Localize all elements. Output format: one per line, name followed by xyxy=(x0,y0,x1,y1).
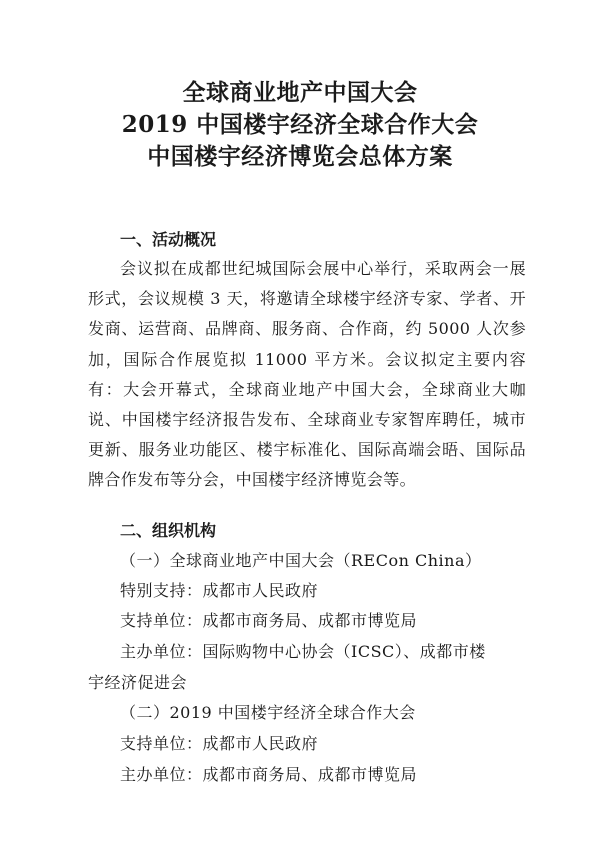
title-line-1: 全球商业地产中国大会 xyxy=(182,79,418,106)
special-support-line: 特别支持：成都市人民政府 xyxy=(120,581,319,600)
section-2-heading: 二、组织机构 xyxy=(120,521,217,540)
support-unit-line-2: 支持单位：成都市人民政府 xyxy=(120,734,319,753)
host-unit-line-1-continued: 宇经济促进会 xyxy=(88,673,188,692)
host-unit-line-2: 主办单位：成都市商务局、成都市博览局 xyxy=(120,765,418,784)
section-1-body: 会议拟在成都世纪城国际会展中心举行，采取两会一展形式，会议规模 3 天，将邀请全球楼宇经济专家、学者、开发商、运营商、品牌商、服务商、合作商，约 5000 人次参加，国际合作展览拟 11000 平方米。会议拟定主要内容有：大会开幕式，全球商业地产中国大会，全球商业大咖说、中国楼宇经济报告发布、全球商业专家智库聘任，城市更新、服务业功能区、楼宇标准化、国际高端会晤、国际品牌合作发布等分会，中国楼宇经济博览会等。 xyxy=(88,259,526,490)
subsection-2-title: （二）2019 中国楼宇经济全球合作大会 xyxy=(120,703,416,722)
title-line-3: 中国楼宇经济博览会总体方案 xyxy=(147,143,453,170)
subsection-1-title: （一）全球商业地产中国大会（RECon China） xyxy=(120,551,482,570)
host-unit-line-1: 主办单位：国际购物中心协会（ICSC）、成都市楼 xyxy=(120,642,486,661)
section-1-heading: 一、活动概况 xyxy=(120,230,217,249)
title-line-2: 2019 中国楼宇经济全球合作大会 xyxy=(121,111,479,138)
support-unit-line-1: 支持单位：成都市商务局、成都市博览局 xyxy=(120,611,418,630)
